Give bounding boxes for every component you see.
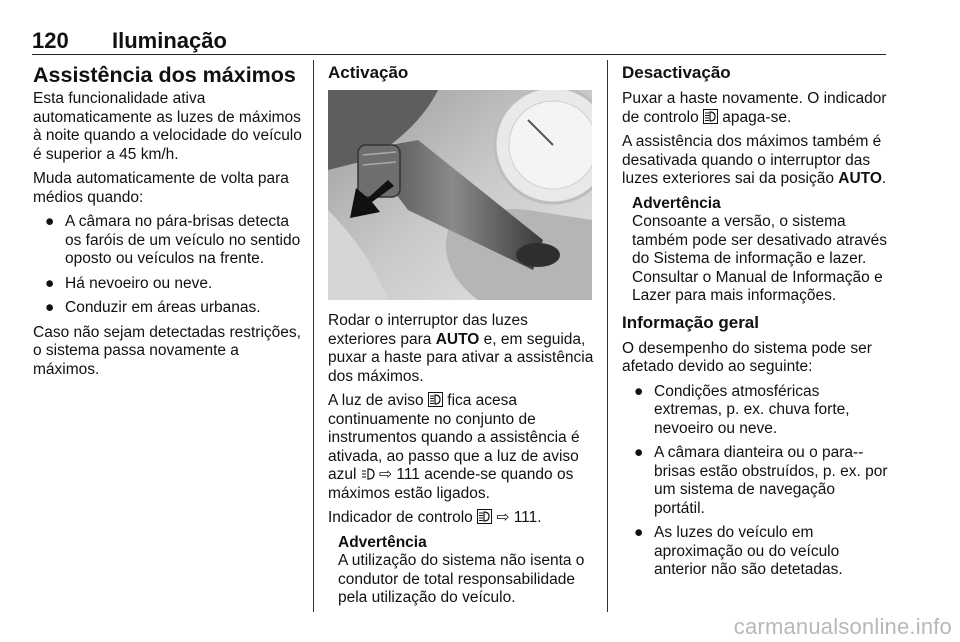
page-reference-icon: ⇨ xyxy=(374,466,397,483)
bullet-icon: ● xyxy=(634,444,644,461)
page-reference-icon: ⇨ xyxy=(492,509,514,526)
list-item: ● Há nevoeiro ou neve. xyxy=(45,274,213,292)
section-title: Assistência dos máximos xyxy=(33,63,296,87)
high-beam-assist-icon xyxy=(703,109,718,124)
note-title: Advertência xyxy=(338,533,427,551)
section-title: Activação xyxy=(328,63,409,82)
paragraph: Puxar a haste novamente. O indicador de controlo apaga-se. xyxy=(622,90,887,126)
paragraph: Rodar o interruptor das luzes exteriores para AUTO e, em seguida, puxar a haste para ativar a assistência dos máximos. xyxy=(328,312,594,385)
bullet-icon: ● xyxy=(634,524,644,541)
bullet-icon: ● xyxy=(45,299,55,316)
warning-note xyxy=(632,195,890,306)
light-switch-photo xyxy=(328,90,592,300)
high-beam-assist-icon xyxy=(428,392,443,407)
bullet-icon: ● xyxy=(45,274,55,292)
auto-position-label: AUTO xyxy=(838,170,882,187)
bullet-list xyxy=(33,213,303,318)
note-title: Advertência xyxy=(632,194,721,212)
list-item: ● Condições atmosféricas extremas, p. ex. chuva forte, nevoeiro ou neve. xyxy=(634,382,850,437)
paragraph: Indicador de controlo ⇨ 111. xyxy=(328,509,542,526)
column-divider xyxy=(607,60,608,612)
paragraph: Esta funcionalidade ativa automaticamente as luzes de máximos à noite quando a velocidade do veículo é superior a 45 km/h. xyxy=(33,90,302,163)
note-text: Consoante a versão, o sistema também pode ser desativado através do Sistema de informação e lazer. Consultar o Manual de Informação e Lazer para mais informações. xyxy=(632,213,888,304)
list-item: ● A câmara no pára-brisas detecta os faróis de um veículo no sentido oposto ou veículos na frente. xyxy=(45,213,301,267)
list-item: ● Conduzir em áreas urbanas. xyxy=(45,299,261,316)
warning-note xyxy=(338,534,596,608)
high-beam-assist-icon xyxy=(477,509,492,524)
section-title: Desactivação xyxy=(622,63,731,82)
page-number: 120 xyxy=(32,28,69,53)
column-1 xyxy=(33,62,303,385)
column-2 xyxy=(328,62,596,614)
paragraph: Caso não sejam detectadas restrições, o sistema passa novamente a máximos. xyxy=(33,323,301,378)
list-item: ● A câmara dianteira ou o para--brisas estão obstruídos, p. ex. por um sistema de navegação portátil. xyxy=(634,444,888,517)
list-item: ● As luzes do veículo em aproximação ou do veículo anterior não são detetadas. xyxy=(634,524,843,578)
bullet-list xyxy=(622,383,890,580)
high-beam-icon xyxy=(361,467,375,481)
watermark: carmanualsonline.info xyxy=(733,614,952,639)
section-title: Informação geral xyxy=(622,312,759,332)
bullet-icon: ● xyxy=(45,213,55,230)
paragraph: A assistência dos máximos também é desativada quando o interruptor das luzes exteriores sai da posição AUTO. xyxy=(622,133,887,187)
column-3 xyxy=(622,62,890,586)
note-text: A utilização do sistema não isenta o condutor de total responsabilidade pela utilização do veículo. xyxy=(338,552,585,606)
column-divider xyxy=(313,60,314,612)
paragraph: Muda automaticamente de volta para médios quando: xyxy=(33,170,289,206)
paragraph: A luz de aviso fica acesa continuamente no conjunto de instrumentos quando a assistência é ativada, ao passo que a luz de aviso azul ⇨ 111 acende-se quando os máximos estão ligados. xyxy=(328,392,580,502)
chapter-title: Iluminação xyxy=(112,28,227,53)
bullet-icon: ● xyxy=(634,382,644,400)
paragraph: O desempenho do sistema pode ser afetado devido ao seguinte: xyxy=(622,339,872,375)
auto-position-label: AUTO xyxy=(435,330,480,348)
page-header xyxy=(32,28,886,55)
